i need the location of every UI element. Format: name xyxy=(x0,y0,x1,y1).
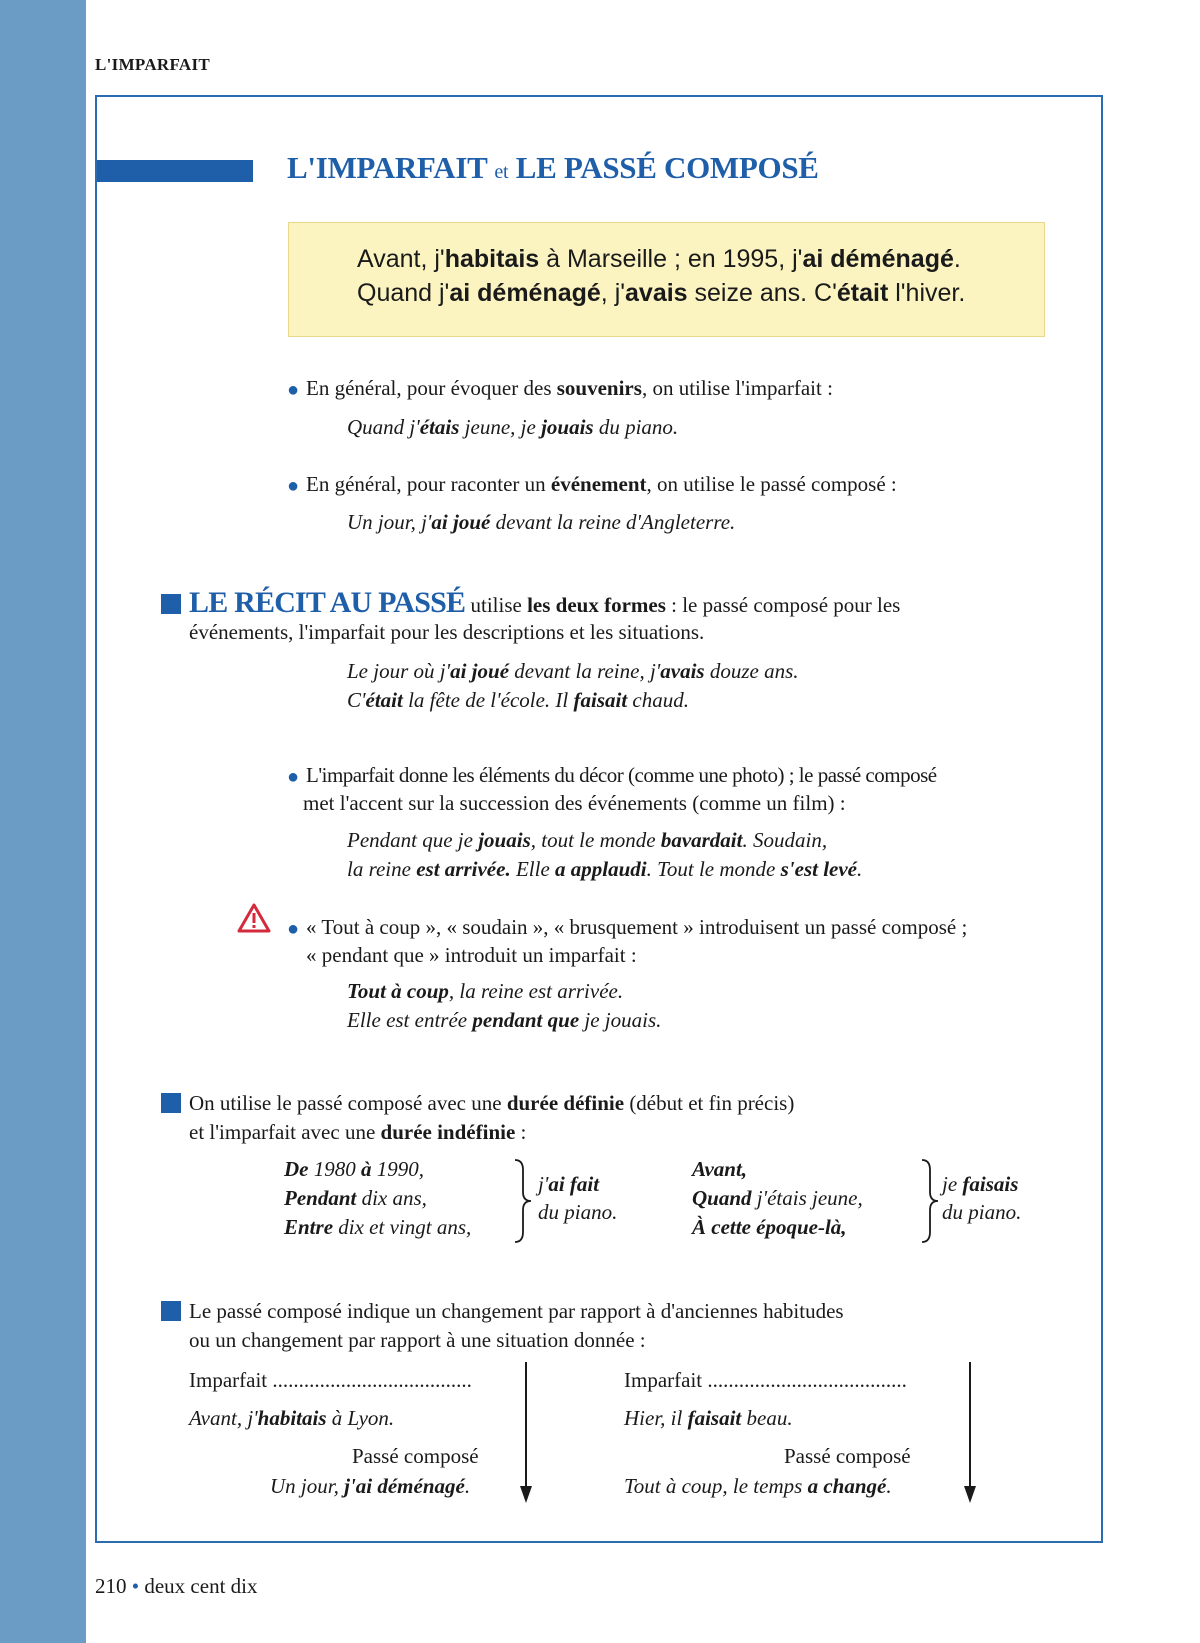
bullet2-rule: En général, pour raconter un événement, on utilise le passé composé : xyxy=(306,472,897,496)
duree-right-item: Avant, xyxy=(692,1157,748,1181)
section-square-marker xyxy=(161,1093,181,1113)
page-footer xyxy=(95,1574,258,1599)
timeline-arrow xyxy=(963,1362,977,1504)
duree-left-item: Entre dix et vingt ans, xyxy=(284,1215,472,1239)
recit-line2: événements, l'imparfait pour les descriptions et les situations. xyxy=(189,620,705,644)
bullet1-rule: En général, pour évoquer des souvenirs, on utilise l'imparfait : xyxy=(306,376,833,400)
title-bar-decoration xyxy=(97,160,253,182)
bullet-dot: ● xyxy=(287,918,300,940)
warning-icon xyxy=(236,902,272,934)
bullet-dot: ● xyxy=(287,766,300,788)
right-imparfait-example: Hier, il faisait beau. xyxy=(624,1406,793,1430)
page-number-words: deux cent dix xyxy=(144,1574,258,1598)
duree-left-item: Pendant dix ans, xyxy=(284,1186,427,1210)
left-imparfait-label: Imparfait ...................................... xyxy=(189,1368,472,1392)
bullet-dot: ● xyxy=(287,475,300,497)
running-head: L'IMPARFAIT xyxy=(95,55,211,74)
recit-heading: LE RÉCIT AU PASSÉ xyxy=(189,586,466,619)
duree-line1: On utilise le passé composé avec une durée définie (début et fin précis) xyxy=(189,1091,795,1115)
curly-brace xyxy=(513,1158,535,1244)
duree-line2: et l'imparfait avec une durée indéfinie : xyxy=(189,1120,527,1144)
recit-example-1: Le jour où j'ai joué devant la reine, j'avais douze ans. xyxy=(347,659,799,683)
bullet4-example-2: Elle est entrée pendant que je jouais. xyxy=(347,1008,662,1032)
example-line-2: Quand j'ai déménagé, j'avais seize ans. C'était l'hiver. xyxy=(357,279,966,307)
timeline-arrow xyxy=(519,1362,533,1504)
duree-left-item: De 1980 à 1990, xyxy=(284,1157,424,1181)
bullet-dot: ● xyxy=(287,379,300,401)
title-connector: et xyxy=(494,161,509,183)
example-line-1: Avant, j'habitais à Marseille ; en 1995, j'ai déménagé. xyxy=(357,245,961,273)
changement-line2: ou un changement par rapport à une situation donnée : xyxy=(189,1328,646,1352)
left-color-band xyxy=(0,0,86,1643)
right-pc-label: Passé composé xyxy=(784,1444,911,1468)
title-part1: L'IMPARFAIT xyxy=(287,150,487,185)
example-box xyxy=(288,222,1045,337)
duree-right-item: À cette époque-là, xyxy=(692,1215,847,1239)
left-imparfait-example: Avant, j'habitais à Lyon. xyxy=(189,1406,395,1430)
bullet4-example-1: Tout à coup, la reine est arrivée. xyxy=(347,979,624,1003)
recit-heading-line: LE RÉCIT AU PASSÉ utilise les deux formes : le passé composé pour les xyxy=(189,586,901,619)
bullet3-example-1: Pendant que je jouais, tout le monde bavardait. Soudain, xyxy=(347,828,828,852)
bullet3-line1: L'imparfait donne les éléments du décor (comme une photo) ; le passé composé xyxy=(306,763,937,787)
right-pc-example: Tout à coup, le temps a changé. xyxy=(624,1474,892,1498)
duree-right-result-1: je faisais xyxy=(942,1172,1019,1196)
duree-right-item: Quand j'étais jeune, xyxy=(692,1186,863,1210)
duree-left-result-1: j'ai fait xyxy=(538,1172,600,1196)
curly-brace xyxy=(920,1158,942,1244)
recit-example-2: C'était la fête de l'école. Il faisait chaud. xyxy=(347,688,689,712)
duree-right-result-2: du piano. xyxy=(942,1200,1022,1224)
page-title xyxy=(287,150,819,186)
bullet4-line1: « Tout à coup », « soudain », « brusquement » introduisent un passé composé ; xyxy=(306,915,968,939)
section-square-marker xyxy=(161,1301,181,1321)
section-square-marker xyxy=(161,594,181,614)
bullet3-line2: met l'accent sur la succession des événements (comme un film) : xyxy=(303,791,846,815)
duree-left-result-2: du piano. xyxy=(538,1200,618,1224)
bullet3-example-2: la reine est arrivée. Elle a applaudi. Tout le monde s'est levé. xyxy=(347,857,863,881)
page-number: 210 xyxy=(95,1574,127,1598)
bullet2-example: Un jour, j'ai joué devant la reine d'Angleterre. xyxy=(347,510,736,534)
right-imparfait-label: Imparfait ...................................... xyxy=(624,1368,907,1392)
bullet4-line2: « pendant que » introduit un imparfait : xyxy=(306,943,637,967)
title-part2: LE PASSÉ COMPOSÉ xyxy=(515,150,819,185)
left-pc-example: Un jour, j'ai déménagé. xyxy=(270,1474,471,1498)
footer-separator: • xyxy=(131,1574,140,1598)
left-pc-label: Passé composé xyxy=(352,1444,479,1468)
changement-line1: Le passé composé indique un changement par rapport à d'anciennes habitudes xyxy=(189,1299,844,1323)
bullet1-example: Quand j'étais jeune, je jouais du piano. xyxy=(347,415,679,439)
